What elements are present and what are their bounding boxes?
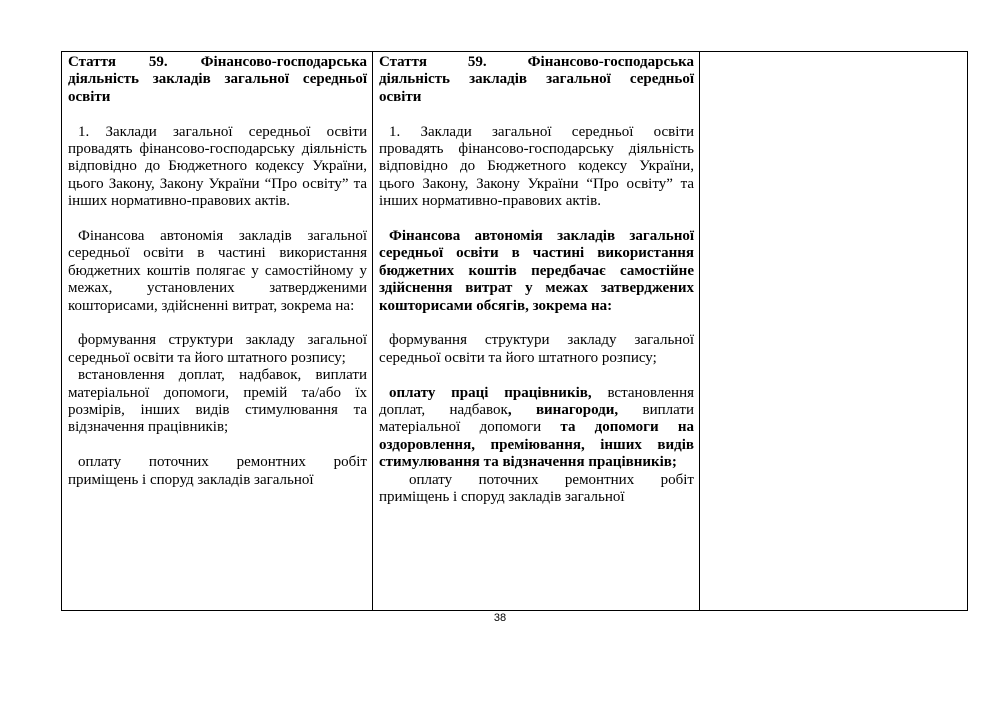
article-title: Стаття 59. Фінансово-господарська діяльність закладів загальної середньої освіти	[379, 54, 694, 105]
paragraph: оплату поточних ремонтних робіт приміщень і споруд закладів загальної	[68, 454, 367, 488]
paragraph: встановлення доплат, надбавок, виплати матеріальної допомоги, премій та/або їх розмірів, інших видів стимулювання та відзначення працівників;	[68, 367, 367, 436]
paragraph-amended: Фінансова автономія закладів загальної середньої освіти в частині використання бюджетних коштів передбачає самостійне здійснення витрат у межах затверджених кошторисами обсягів, зокрема на:	[379, 228, 694, 314]
page-number: 38	[493, 612, 507, 624]
bold-fragment: , винагороди,	[507, 402, 619, 419]
paragraph: формування структури закладу загальної середньої освіти та його штатного розпису;	[379, 332, 694, 366]
paragraph-amended	[379, 385, 694, 472]
paragraph: 1. Заклади загальної середньої освіти провадять фінансово-господарську діяльність відповідно до Бюджетного кодексу України, цього Закону, Закону України “Про освіту” та інших нормативно-правових актів.	[68, 123, 367, 210]
paragraph: оплату поточних ремонтних робіт приміщень і споруд закладів загальної	[379, 471, 694, 506]
proposed-version-column	[373, 52, 700, 610]
paragraph: Фінансова автономія закладів загальної середньої освіти в частині використання бюджетних коштів полягає у самостійному у межах, установлених затвердженими кошторисами, здійсненні витрат, зокрема на:	[68, 228, 367, 314]
article-title: Стаття 59. Фінансово-господарська діяльність закладів загальної середньої освіти	[68, 54, 367, 105]
current-version-column	[62, 52, 373, 610]
comparison-table	[61, 51, 968, 611]
paragraph: формування структури закладу загальної середньої освіти та його штатного розпису;	[68, 332, 367, 366]
paragraph: 1. Заклади загальної середньої освіти провадять фінансово-господарську діяльність відповідно до Бюджетного кодексу України, цього Закону, Закону України “Про освіту” та інших нормативно-правових актів.	[379, 123, 694, 210]
text-fragment: виплати матеріальної допомоги	[379, 402, 694, 436]
notes-column	[700, 52, 967, 610]
bold-fragment: оплату праці працівників,	[389, 384, 592, 401]
bold-fragment: та допомоги на оздоровлення, преміювання, інших видів стимулювання та відзначення працівників;	[379, 419, 694, 471]
text-fragment: встановлення доплат, надбавок	[379, 384, 695, 419]
